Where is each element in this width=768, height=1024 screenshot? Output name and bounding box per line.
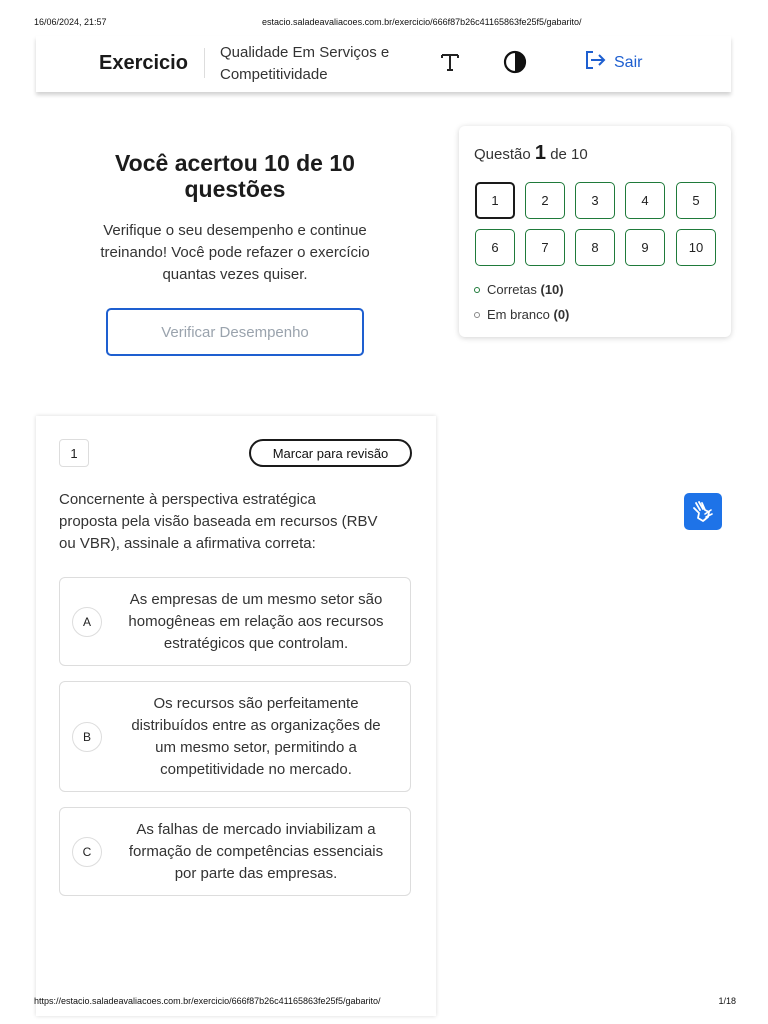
question-number: 1	[59, 439, 89, 467]
result-summary	[72, 150, 398, 286]
question-button-4[interactable]: 4	[625, 182, 665, 219]
result-desc-line1: Verifique o seu desempenho e continue	[103, 222, 367, 239]
option-b-line1: Os recursos são perfeitamente	[153, 695, 359, 712]
result-description	[72, 220, 398, 286]
option-letter-b: B	[72, 722, 102, 752]
question-button-8[interactable]: 8	[575, 229, 615, 266]
question-button-1[interactable]: 1	[475, 182, 515, 219]
option-b[interactable]	[59, 681, 411, 792]
question-button-7[interactable]: 7	[525, 229, 565, 266]
option-b-line2: distribuídos entre as organizações de	[131, 717, 381, 734]
option-a-line2: homogêneas em relação aos recursos	[128, 613, 384, 630]
font-size-icon[interactable]	[436, 48, 464, 76]
print-header-url: estacio.saladeavaliacoes.com.br/exercicio/666f87b26c41165863fe25f5/gabarito/	[262, 17, 582, 27]
option-c-text	[116, 819, 396, 885]
question-button-2[interactable]: 2	[525, 182, 565, 219]
question-stem	[59, 489, 411, 555]
option-a-line3: estratégicos que controlam.	[163, 635, 349, 652]
sign-language-button[interactable]	[684, 493, 722, 530]
legend-blank-count: (0)	[553, 307, 570, 322]
exit-button[interactable]	[584, 50, 642, 75]
question-navigator	[459, 126, 731, 337]
stem-line1: Concernente à perspectiva estratégica	[59, 491, 316, 508]
option-a-text	[116, 589, 396, 655]
result-desc-line3: quantas vezes quiser.	[162, 266, 308, 283]
option-c-line3: por parte das empresas.	[174, 865, 338, 882]
legend-correct-label: Corretas	[487, 282, 537, 297]
option-b-line4: competitividade no mercado.	[160, 761, 352, 778]
navigator-current: 1	[534, 142, 547, 164]
navigator-prefix: Questão	[474, 146, 531, 163]
option-c-line1: As falhas de mercado inviabilizam a	[136, 821, 376, 838]
option-a[interactable]	[59, 577, 411, 666]
course-title-line1: Qualidade Em Serviços e	[220, 44, 390, 61]
correct-dot-icon	[474, 287, 480, 293]
result-title-line1: Você acertou 10 de 10	[115, 150, 355, 176]
print-footer-url: https://estacio.saladeavaliacoes.com.br/exercicio/666f87b26c41165863fe25f5/gabarito/	[34, 996, 381, 1006]
question-button-6[interactable]: 6	[475, 229, 515, 266]
question-button-10[interactable]: 10	[676, 229, 716, 266]
legend-blank	[474, 307, 569, 322]
course-title-line2: Competitividade	[220, 66, 328, 83]
option-letter-a: A	[72, 607, 102, 637]
question-button-5[interactable]: 5	[676, 182, 716, 219]
option-b-text	[116, 693, 396, 781]
top-bar	[36, 36, 731, 92]
mark-for-review-button[interactable]: Marcar para revisão	[249, 439, 412, 467]
option-c-line2: formação de competências essenciais	[128, 843, 384, 860]
result-desc-line2: treinando! Você pode refazer o exercício	[100, 244, 370, 261]
navigator-suffix: de 10	[550, 146, 588, 163]
exit-label: Sair	[614, 53, 643, 71]
course-title	[220, 42, 420, 86]
option-c[interactable]	[59, 807, 411, 896]
sign-language-hands-icon	[691, 500, 715, 524]
option-letter-c: C	[72, 837, 102, 867]
verify-performance-button[interactable]: Verificar Desempenho	[106, 308, 364, 356]
legend-correct-count: (10)	[540, 282, 564, 297]
stem-line3: ou VBR), assinale a afirmativa correta:	[59, 535, 316, 552]
question-card	[36, 416, 436, 1016]
brand-title: Exercicio	[99, 52, 188, 74]
print-page-number: 1/18	[718, 996, 736, 1006]
stem-line2: proposta pela visão baseada em recursos (RBV	[59, 513, 378, 530]
result-title	[72, 150, 398, 202]
option-b-line3: um mesmo setor, permitindo a	[155, 739, 357, 756]
question-button-3[interactable]: 3	[575, 182, 615, 219]
contrast-icon[interactable]	[501, 48, 529, 76]
navigator-title	[474, 142, 588, 165]
result-title-line2: questões	[184, 176, 286, 202]
option-a-line1: As empresas de um mesmo setor são	[129, 591, 383, 608]
blank-dot-icon	[474, 312, 480, 318]
header-divider	[204, 48, 205, 78]
question-button-9[interactable]: 9	[625, 229, 665, 266]
legend-blank-label: Em branco	[487, 307, 550, 322]
logout-icon	[584, 50, 606, 75]
legend-correct	[474, 282, 564, 297]
print-datetime: 16/06/2024, 21:57	[34, 17, 107, 27]
